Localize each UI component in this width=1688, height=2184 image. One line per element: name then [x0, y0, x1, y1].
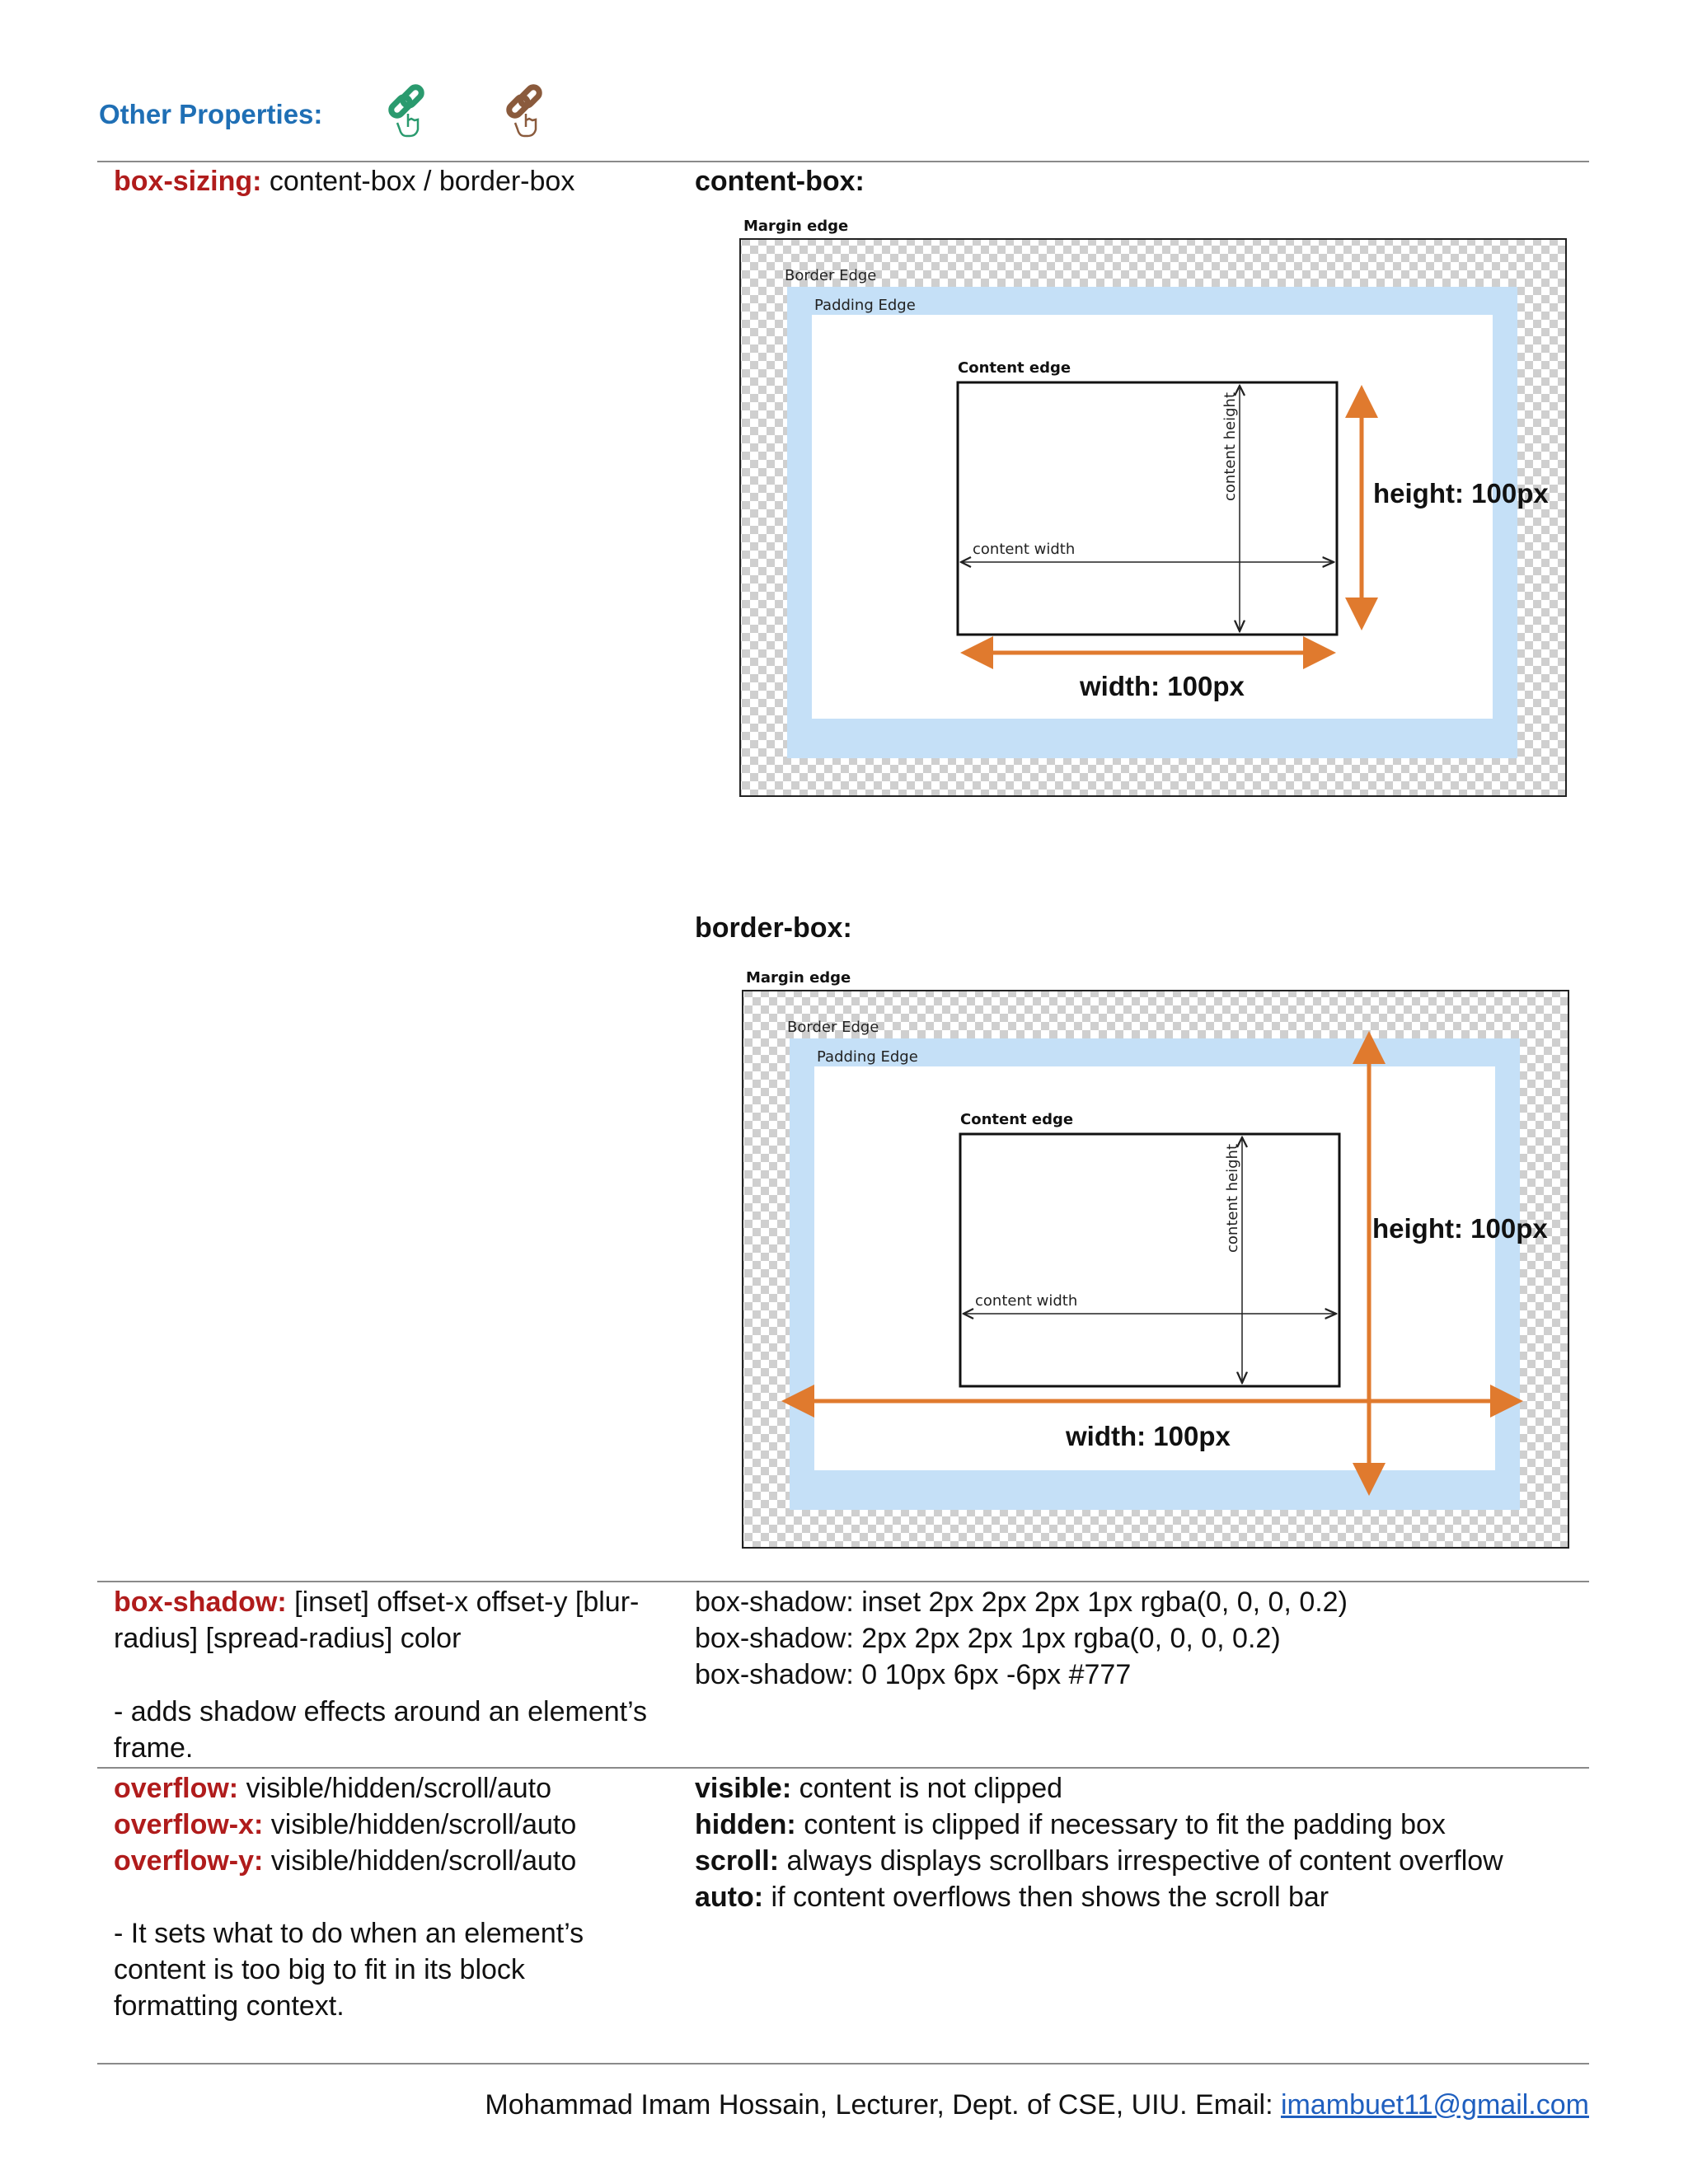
overflow-value-scroll: scroll: always displays scrollbars irrespective of content overflow — [695, 1845, 1503, 1877]
content-box-diagram — [734, 213, 1574, 799]
box-shadow-example: box-shadow: 2px 2px 2px 1px rgba(0, 0, 0, 0.2) — [695, 1623, 1281, 1654]
overflow-x-prop — [114, 1807, 576, 1843]
cb-content-width-label: content width — [973, 541, 1076, 558]
link-green-icon[interactable] — [383, 84, 433, 142]
border-box-diagram — [736, 964, 1577, 1551]
overflow-y-prop — [114, 1843, 576, 1879]
content-box-title: content-box: — [695, 166, 865, 197]
overflow-value-hidden: hidden: content is clipped if necessary to fit the padding box — [695, 1809, 1446, 1840]
bb-margin-edge-label: Margin edge — [746, 969, 851, 987]
divider-footer — [97, 2063, 1589, 2064]
overflow-x-values: visible/hidden/scroll/auto — [263, 1809, 577, 1840]
overflow-values: visible/hidden/scroll/auto — [238, 1773, 552, 1804]
bb-content-height-label: content height — [1224, 1143, 1241, 1253]
cb-content-box — [958, 382, 1337, 635]
bb-content-width-label: content width — [975, 1292, 1078, 1310]
divider-box-shadow — [97, 1581, 1589, 1582]
box-shadow-syntax-text: [inset] offset-x offset-y [blur-radius] [spread-radius] color — [114, 1586, 640, 1654]
overflow-description: - It sets what to do when an element’s content is too big to fit in its block formatting context. — [114, 1918, 584, 2022]
overflow-value-visible: visible: content is not clipped — [695, 1773, 1063, 1804]
bb-padding-edge-label: Padding Edge — [817, 1048, 918, 1066]
overflow-value-auto: auto: if content overflows then shows the scroll bar — [695, 1882, 1329, 1913]
cb-content-edge-label: Content edge — [958, 359, 1071, 377]
bb-width-label: width: 100px — [1066, 1421, 1231, 1451]
footer — [485, 2087, 1589, 2123]
bb-border-edge-label: Border Edge — [787, 1019, 879, 1036]
box-sizing-row — [114, 163, 674, 199]
box-shadow-syntax — [114, 1584, 658, 1657]
divider-overflow — [97, 1767, 1589, 1769]
box-shadow-keyword: box-shadow: — [114, 1586, 287, 1618]
border-box-title: border-box: — [695, 912, 852, 944]
overflow-y-values: visible/hidden/scroll/auto — [263, 1845, 577, 1877]
overflow-keyword: overflow: — [114, 1773, 239, 1804]
footer-text: Mohammad Imam Hossain, Lecturer, Dept. of CSE, UIU. Email: — [485, 2089, 1281, 2121]
box-shadow-example: box-shadow: 0 10px 6px -6px #777 — [695, 1659, 1132, 1690]
bb-content-edge-label: Content edge — [960, 1111, 1074, 1128]
cb-margin-edge-label: Margin edge — [743, 218, 849, 235]
bb-content-box — [960, 1134, 1339, 1386]
page-heading: Other Properties: — [99, 99, 323, 129]
overflow-x-keyword: overflow-x: — [114, 1809, 264, 1840]
cb-padding-edge-label: Padding Edge — [814, 297, 916, 314]
bb-height-label: height: 100px — [1372, 1213, 1548, 1244]
divider-top — [97, 161, 1589, 162]
overflow-y-keyword: overflow-y: — [114, 1845, 264, 1877]
box-shadow-description: - adds shadow effects around an element’s frame. — [114, 1696, 648, 1764]
box-sizing-values: content-box / border-box — [261, 166, 575, 197]
cb-width-label: width: 100px — [1080, 671, 1245, 701]
link-brown-icon[interactable] — [501, 84, 551, 142]
box-sizing-keyword: box-sizing: — [114, 166, 262, 197]
cb-content-height-label: content height — [1221, 391, 1239, 501]
overflow-prop — [114, 1770, 551, 1807]
footer-email-link[interactable]: imambuet11@gmail.com — [1280, 2089, 1589, 2121]
cb-border-edge-label: Border Edge — [785, 267, 877, 284]
cb-height-label: height: 100px — [1373, 478, 1549, 509]
box-shadow-example: box-shadow: inset 2px 2px 2px 1px rgba(0, 0, 0, 0.2) — [695, 1586, 1348, 1618]
